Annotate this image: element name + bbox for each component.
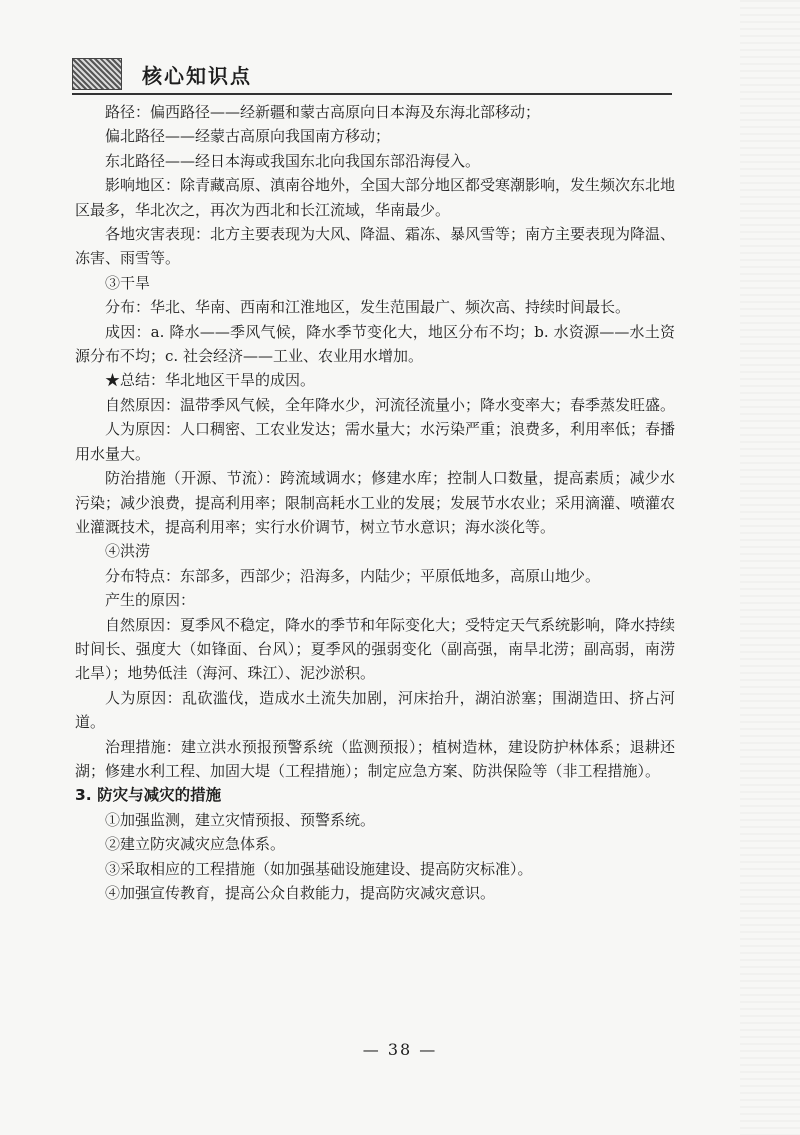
paragraph: 人为原因：人口稠密、工农业发达；需水量大；水污染严重；浪费多，利用率低；春播用水量大。 <box>75 420 676 463</box>
section-heading: 3. 防灾与减灾的措施 <box>75 786 222 805</box>
list-item: ①加强监测，建立灾情预报、预警系统。 <box>105 810 376 829</box>
page-edge-shading <box>740 0 800 1135</box>
paragraph: 分布：华北、华南、西南和江淮地区，发生范围最广、频次高、持续时间最长。 <box>105 298 631 317</box>
paragraph: 自然原因：温带季风气候，全年降水少，河流径流量小；降水变率大；春季蒸发旺盛。 <box>105 395 676 414</box>
paragraph: 成因：a. 降水——季风气候，降水季节变化大，地区分布不均；b. 水资源——水土资源分布不均；c. 社会经济——工业、农业用水增加。 <box>75 322 675 366</box>
paragraph: 各地灾害表现：北方主要表现为大风、降温、霜冻、暴风雪等；南方主要表现为降温、冻害、雨雪等。 <box>75 225 676 268</box>
paragraph: 防治措施（开源、节流）：跨流域调水；修建水库；控制人口数量，提高素质；减少水污染；减少浪费，提高利用率；限制高耗水工业的发展；发展节水农业；采用滴灌、喷灌农业灌溉技术，提高利用率；实行水价调节，树立节水意识；海水淡化等。 <box>75 469 676 536</box>
paragraph: 偏北路径——经蒙古高原向我国南方移动； <box>105 127 391 146</box>
paragraph: 自然原因：夏季风不稳定，降水的季节和年际变化大；受特定天气系统影响，降水持续时间长、强度大（如锋面、台风）；夏季风的强弱变化（副高强，南旱北涝；副高弱，南涝北旱）；地势低洼（海河、珠江）、泥沙淤积。 <box>75 615 676 683</box>
paragraph: 东北路径——经日本海或我国东北向我国东部沿海侵入。 <box>105 151 481 170</box>
paragraph: 治理措施：建立洪水预报预警系统（监测预报）；植树造林，建设防护林体系；退耕还湖；修建水利工程、加固大堤（工程措施）；制定应急方案、防洪保险等（非工程措施）。 <box>75 737 675 780</box>
paragraph: 影响地区：除青藏高原、滇南谷地外，全国大部分地区都受寒潮影响，发生频次东北地区最多，华北次之，再次为西北和长江流域，华南最少。 <box>75 176 676 219</box>
paragraph: 路径：偏西路径——经新疆和蒙古高原向日本海及东海北部移动； <box>105 103 541 121</box>
subsection-label: ③干旱 <box>105 273 151 292</box>
paragraph: 分布特点：东部多，西部少；沿海多，内陆少；平原低地多，高原山地少。 <box>105 566 601 585</box>
section-title: 核心知识点 <box>142 63 252 88</box>
list-item: ②建立防灾减灾应急体系。 <box>105 835 286 854</box>
paragraph: 人为原因：乱砍滥伐，造成水土流失加剧，河床抬升，湖泊淤塞；围湖造田、挤占河道。 <box>75 688 675 732</box>
list-item: ③采取相应的工程措施（如加强基础设施建设、提高防灾标准）。 <box>105 859 533 878</box>
paragraph: 产生的原因： <box>105 591 196 610</box>
page-number: — 38 — <box>362 1040 438 1059</box>
subsection-label: ④洪涝 <box>105 542 151 561</box>
summary-label: ★总结：华北地区干旱的成因。 <box>105 371 316 390</box>
header-rule <box>72 93 672 95</box>
text-content <box>75 100 675 905</box>
header-pattern-mark <box>72 58 122 90</box>
section-header <box>72 56 252 92</box>
list-item: ④加强宣传教育，提高公众自救能力，提高防灾减灾意识。 <box>105 884 496 902</box>
